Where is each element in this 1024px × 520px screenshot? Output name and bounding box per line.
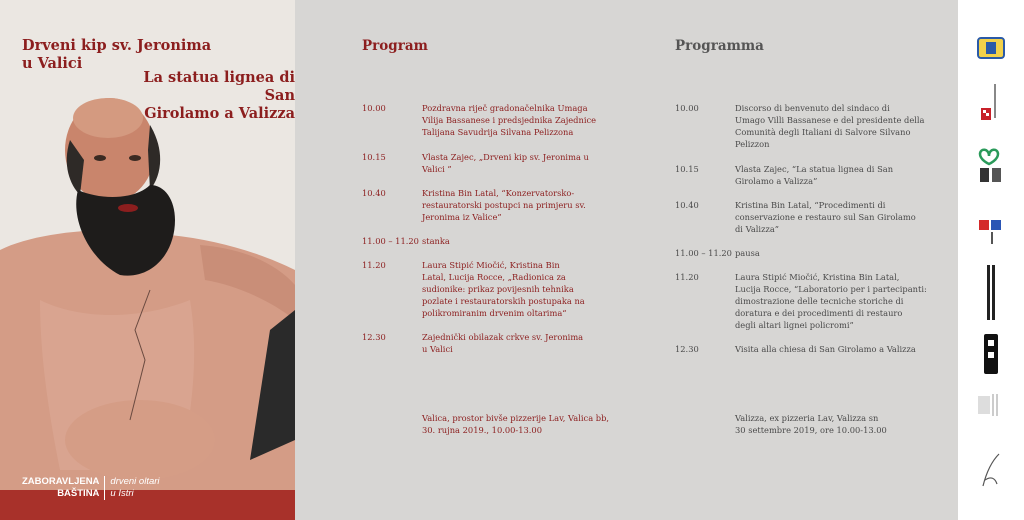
time-label: 11.20 <box>675 272 699 282</box>
institute-vertical-text-icon <box>984 265 998 320</box>
faint-logo-icon <box>976 392 1006 418</box>
signature-logo-icon <box>979 450 1003 490</box>
time-label: 12.30 <box>362 332 386 342</box>
item-line: Vlasta Zajec, “La statua lignea di San <box>735 164 894 174</box>
red-blue-logo-icon <box>977 218 1005 246</box>
item-line: Vilija Bassanese i predsjednika Zajednice <box>422 115 597 125</box>
item-line: stanka <box>422 236 450 246</box>
item-line: Valici ” <box>422 164 452 174</box>
heart-logo-icon <box>977 148 1005 184</box>
time-label: 10.40 <box>362 188 386 198</box>
item-line: Talijana Savudrija Silvana Pelizzona <box>422 127 574 137</box>
item-line: Girolamo a Valizza” <box>735 176 818 186</box>
item-line: Latal, Lucija Rocce, „Radionica za <box>422 272 566 282</box>
program-heading-it: Programma <box>675 38 764 54</box>
cover-title-croatian: Drveni kip sv. Jeronima u Valici <box>22 37 212 72</box>
item-line: Kristina Bin Latal, “Procedimenti di <box>735 200 886 210</box>
item-line: u Valici <box>422 344 453 354</box>
item-line: Vlasta Zajec, „Drveni kip sv. Jeronima u <box>422 152 589 162</box>
item-line: pausa <box>735 248 760 258</box>
item-line: Kristina Bin Latal, “Konzervatorsko- <box>422 188 575 198</box>
venue-line: Valica, prostor bivše pizzerije Lav, Valica bb, <box>422 413 610 423</box>
item-line: Laura Stipić Miočić, Kristina Bin Latal, <box>735 272 900 282</box>
item-line: Pozdravna riječ gradonačelnika Umaga <box>422 103 588 113</box>
item-line: Laura Stipić Miočić, Kristina Bin <box>422 260 560 270</box>
item-line: Jeronima iz Valice” <box>422 212 502 222</box>
time-label: 10.40 <box>675 200 699 210</box>
coat-of-arms-icon <box>976 36 1006 60</box>
item-line: Comunità degli Italiani di Salvore Silvano <box>735 127 911 137</box>
apnk-logo-icon <box>982 334 1000 376</box>
item-line: Zajednički obilazak crkve sv. Jeronima <box>422 332 584 342</box>
time-label: 11.00 – 11.20 <box>675 248 732 258</box>
time-label: 10.00 <box>675 103 699 113</box>
ministry-culture-icon <box>979 80 1003 124</box>
brand-left: ZABORAVLJENA BAŠTINA <box>22 476 105 500</box>
item-line: doratura e dei procedimenti di restauro <box>735 308 903 318</box>
cover-panel <box>0 0 295 520</box>
cover-title-italian: La statua lignea di San Girolamo a Valizza <box>143 69 295 122</box>
item-line: pozlate i restauratorskih postupaka na <box>422 296 585 306</box>
date-line: 30. rujna 2019., 10.00-13.00 <box>422 425 542 435</box>
venue-line: Valizza, ex pizzeria Lav, Valizza sn <box>735 413 879 423</box>
item-line: sudionike: prikaz povijesnih tehnika <box>422 284 574 294</box>
item-line: conservazione e restauro sul San Girolamo <box>735 212 916 222</box>
time-label: 12.30 <box>675 344 699 354</box>
item-line: Visita alla chiesa di San Girolamo a Valizza <box>735 344 916 354</box>
item-line: dimostrazione delle tecniche storiche di <box>735 296 904 306</box>
sponsor-logo-strip <box>958 0 1024 520</box>
brand-mark <box>22 476 160 500</box>
time-label: 10.15 <box>675 164 699 174</box>
item-line: Umago Villi Bassanese e del presidente della <box>735 115 925 125</box>
brand-right: drveni oltari u Istri <box>110 476 160 499</box>
item-line: Pelizzon <box>735 139 770 149</box>
item-line: Discorso di benvenuto del sindaco di <box>735 103 890 113</box>
item-line: degli altari lignei policromi” <box>735 320 854 330</box>
item-line: polikromiranim drvenim oltarima“ <box>422 308 567 318</box>
date-line: 30 settembre 2019, ore 10.00-13.00 <box>735 425 887 435</box>
program-heading-hr: Program <box>362 38 428 54</box>
item-line: di Valizza” <box>735 224 780 234</box>
time-label: 11.00 – 11.20 <box>362 236 419 246</box>
item-line: restauratorski postupci na primjeru sv. <box>422 200 586 210</box>
time-label: 11.20 <box>362 260 386 270</box>
time-label: 10.15 <box>362 152 386 162</box>
item-line: Lucija Rocce, “Laboratorio per i partecipanti: <box>735 284 927 294</box>
time-label: 10.00 <box>362 103 386 113</box>
